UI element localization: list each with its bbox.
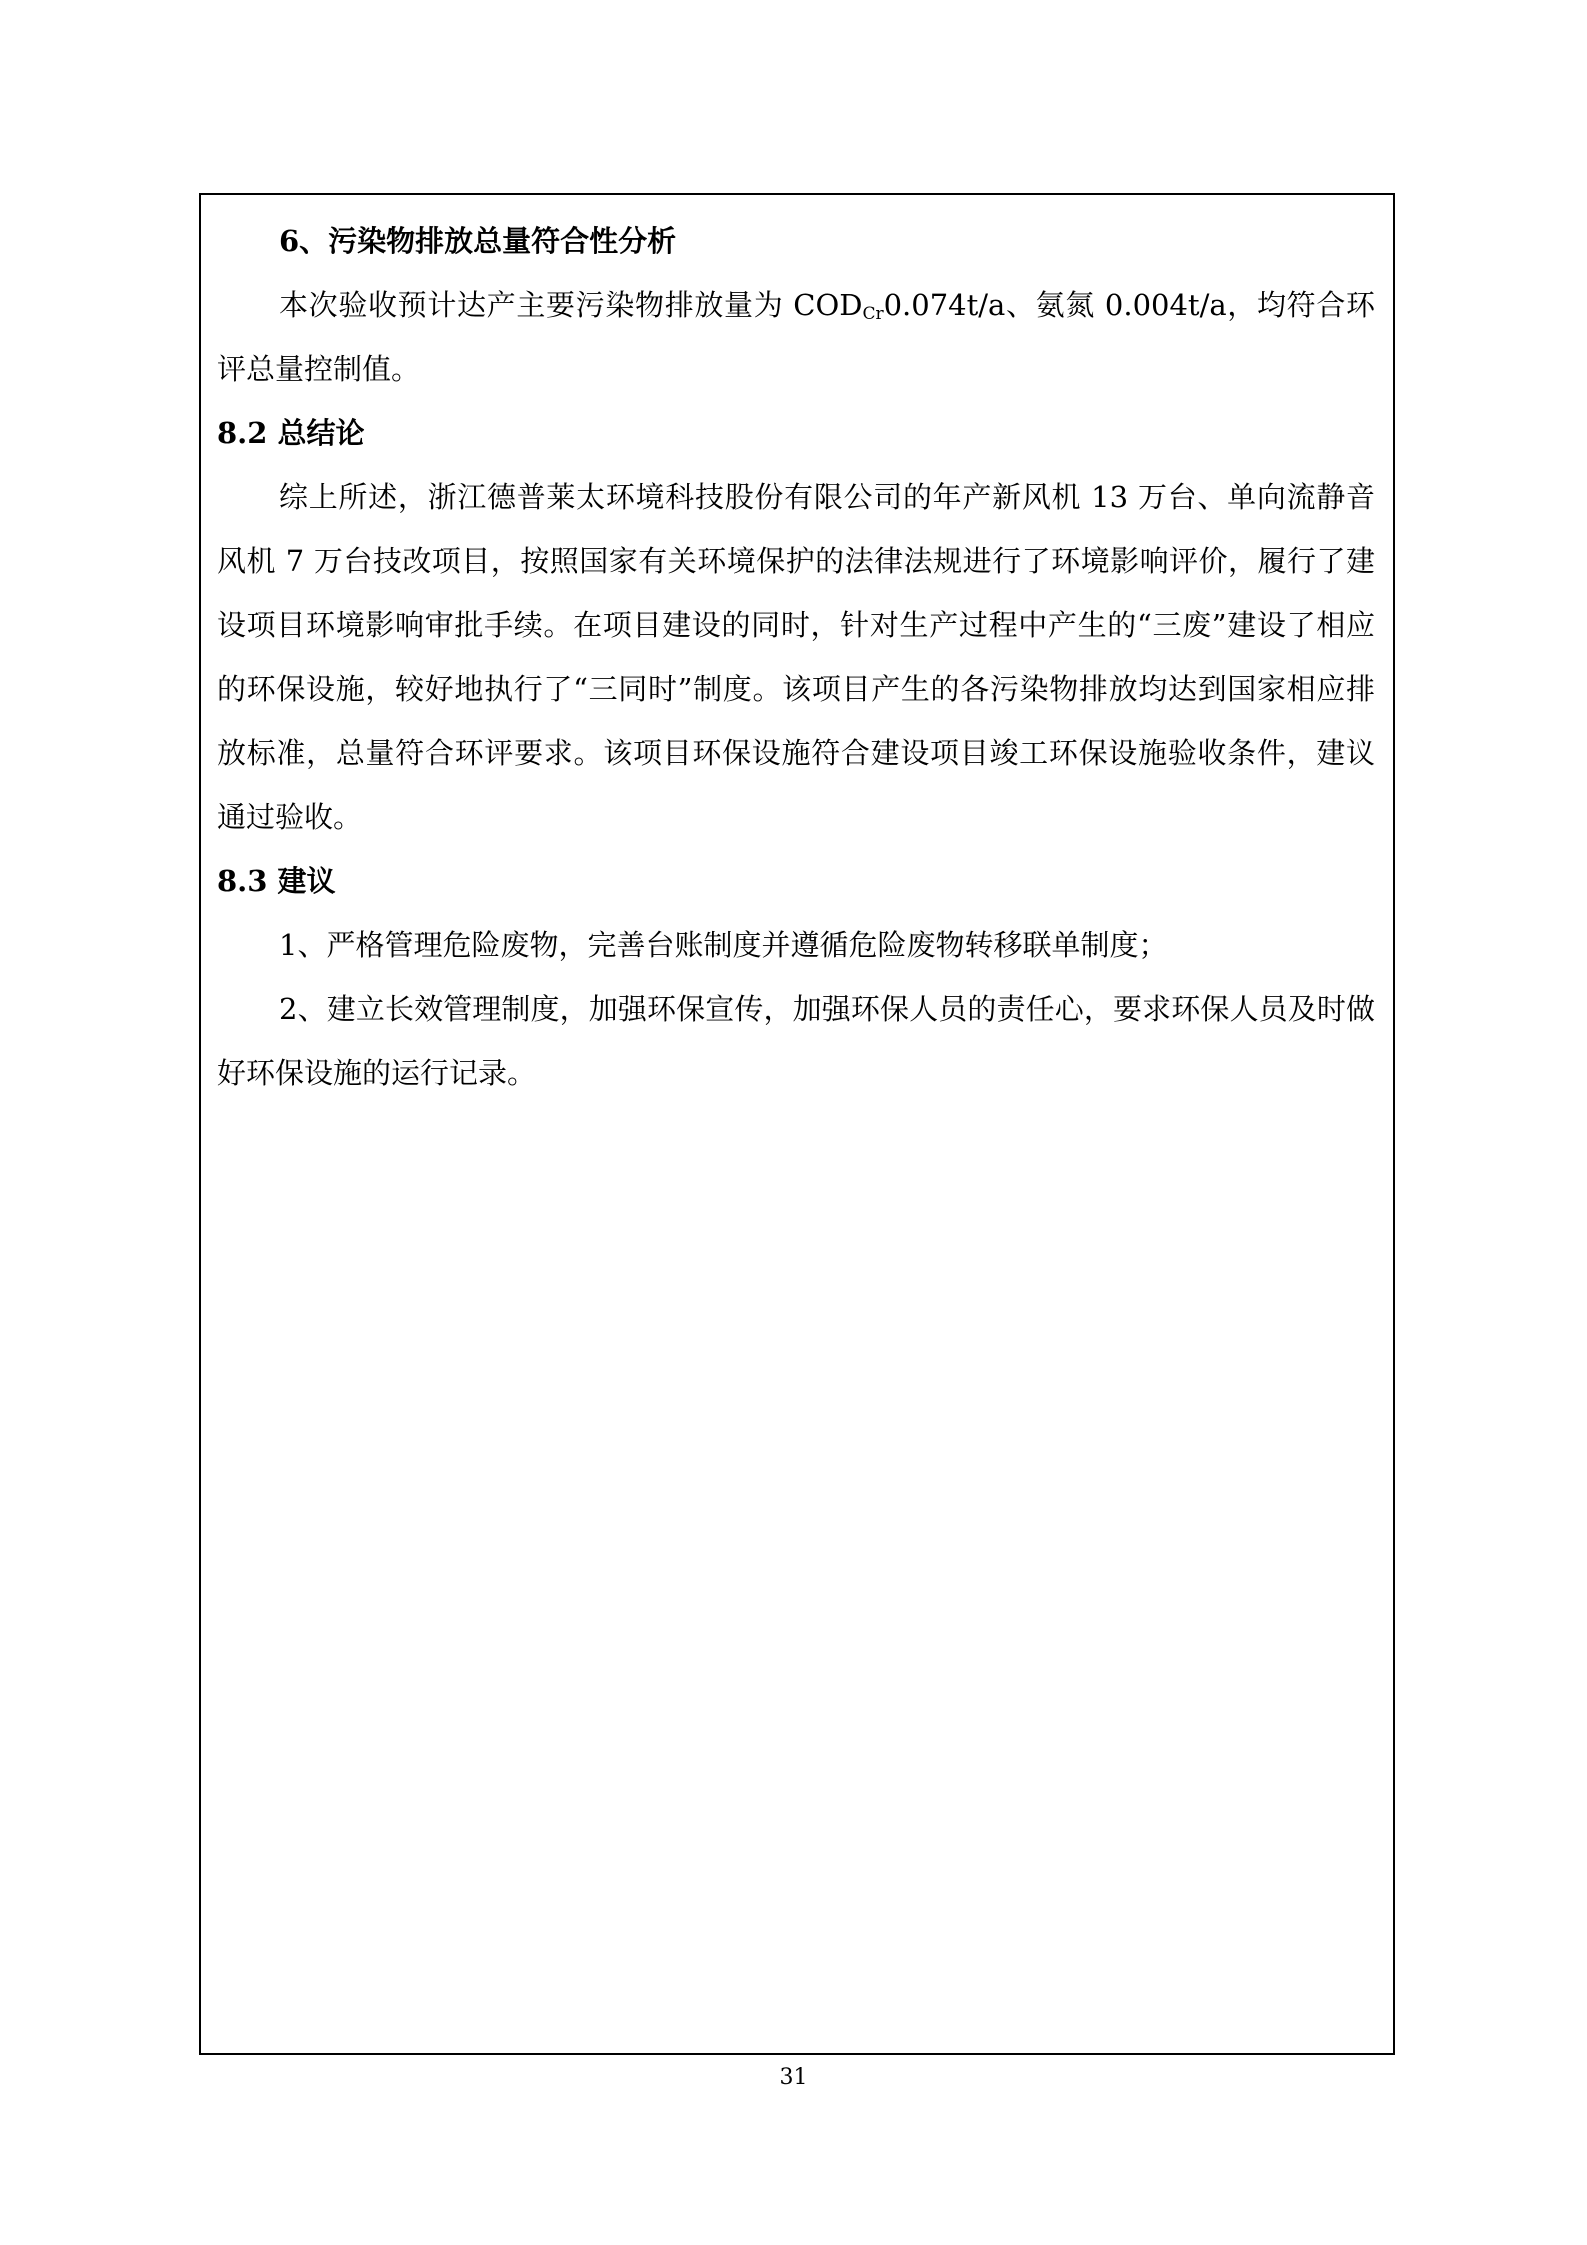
content-frame (199, 193, 1395, 2055)
section-8-2-heading: 8.2 总结论 (217, 416, 365, 450)
section-6-text-before: 本次验收预计达产主要污染物排放量为 COD (279, 288, 863, 322)
section-6-text-after: 0.074t/a、氨氮 0.004t/a，均符合环评总量控制值。 (217, 288, 1375, 386)
section-6-heading: 6、污染物排放总量符合性分析 (279, 224, 677, 258)
section-8-3-heading: 8.3 建议 (217, 864, 336, 898)
section-6-paragraph (217, 273, 1375, 401)
page-number: 31 (779, 2065, 808, 2090)
suggestion-item-1: 1、严格管理危险废物，完善台账制度并遵循危险废物转移联单制度； (279, 928, 1168, 962)
conclusion-paragraph: 综上所述，浙江德普莱太环境科技股份有限公司的年产新风机 13 万台、单向流静音风机 7 万台技改项目，按照国家有关环境保护的法律法规进行了环境影响评价，履行了建设项目环境影响审批手续。在项目建设的同时，针对生产过程中产生的“三废”建设了相应的环保设施，较好地执行了“三同时”制度。该项目产生的各污染物排放均达到国家相应排放标准，总量符合环评要求。该项目环保设施符合建设项目竣工环保设施验收条件，建议通过验收。 (217, 480, 1375, 834)
suggestion-item-2: 2、建立长效管理制度，加强环保宣传，加强环保人员的责任心，要求环保人员及时做好环保设施的运行记录。 (217, 992, 1375, 1090)
cod-subscript: Cr (862, 304, 884, 324)
